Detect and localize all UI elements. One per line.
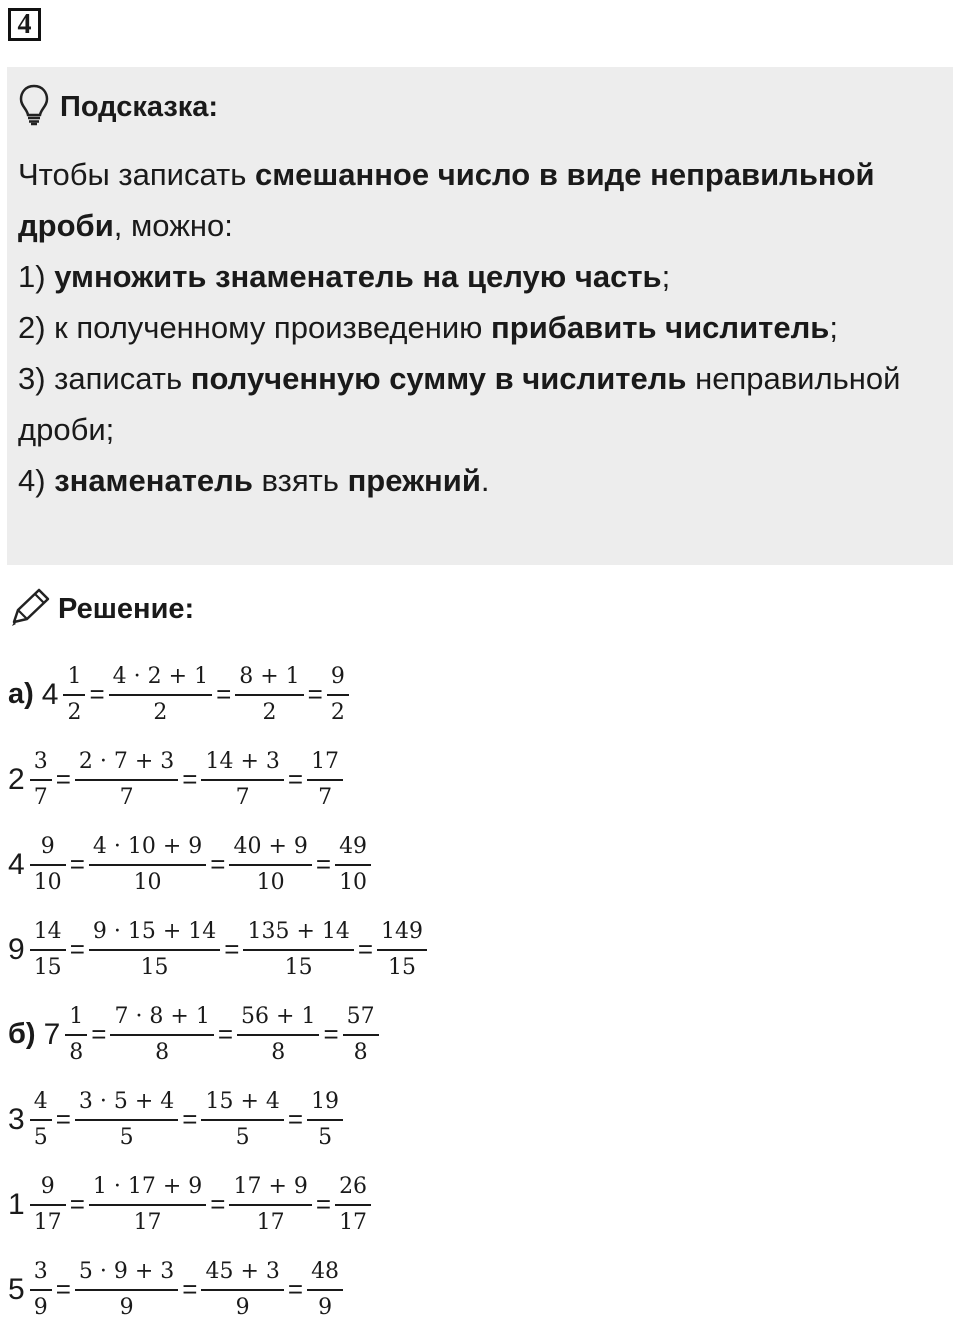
denominator: 5 — [119, 1124, 134, 1150]
mixed-fraction-part — [30, 1174, 66, 1236]
denominator: 9 — [33, 1294, 48, 1320]
hint-text-segment: Чтобы записать — [18, 157, 255, 192]
hint-text-segment: 1) — [18, 259, 55, 294]
denominator: 9 — [119, 1294, 134, 1320]
numerator: 57 — [343, 1004, 379, 1036]
equals-sign: = — [89, 679, 105, 709]
equals-sign: = — [182, 1274, 198, 1304]
hint-text-segment: 4) — [18, 463, 55, 498]
numerator: 1 — [63, 664, 85, 696]
hint-paragraph — [18, 251, 943, 302]
denominator: 15 — [33, 954, 62, 980]
denominator: 8 — [271, 1039, 286, 1065]
step-2-fraction — [201, 1259, 283, 1321]
step-1-fraction — [110, 1004, 213, 1066]
hint-bold-text: знаменатель — [54, 463, 253, 498]
result-fraction — [307, 1089, 343, 1151]
denominator: 17 — [339, 1209, 368, 1235]
equals-sign: = — [323, 1019, 339, 1049]
equals-sign: = — [182, 764, 198, 794]
pencil-icon — [8, 586, 58, 633]
numerator: 14 + 3 — [201, 749, 283, 781]
numerator: 149 — [377, 919, 427, 951]
solution-row — [8, 1077, 427, 1162]
denominator: 7 — [318, 784, 333, 810]
numerator: 49 — [335, 834, 371, 866]
solution-row — [8, 907, 427, 992]
mixed-fraction-part — [30, 834, 66, 896]
hint-bold-text: полученную сумму в числитель — [190, 361, 687, 396]
denominator: 17 — [33, 1209, 62, 1235]
result-fraction — [307, 749, 343, 811]
hint-title: Подсказка: — [60, 90, 219, 123]
hint-bold-text: прибавить числитель — [491, 310, 830, 345]
equals-sign: = — [91, 1019, 107, 1049]
numerator: 5 · 9 + 3 — [75, 1259, 178, 1291]
numerator: 26 — [335, 1174, 371, 1206]
numerator: 9 — [327, 664, 349, 696]
equals-sign: = — [55, 1104, 71, 1134]
step-2-fraction — [229, 1174, 311, 1236]
result-fraction — [343, 1004, 379, 1066]
denominator: 5 — [235, 1124, 250, 1150]
numerator: 3 · 5 + 4 — [75, 1089, 178, 1121]
whole-part: 3 — [8, 1102, 25, 1136]
denominator: 8 — [155, 1039, 170, 1065]
hint-paragraph — [18, 302, 943, 353]
hint-text-segment: . — [480, 463, 490, 498]
whole-part: 9 — [8, 932, 25, 966]
equals-sign: = — [69, 849, 85, 879]
whole-part: 1 — [8, 1187, 25, 1221]
mixed-fraction-part — [30, 919, 66, 981]
hint-text-segment: ; — [661, 259, 671, 294]
hint-text-segment: 2) к полученному произведению — [18, 310, 492, 345]
denominator: 10 — [33, 869, 62, 895]
equals-sign: = — [55, 1274, 71, 1304]
hint-bold-text: прежний — [347, 463, 481, 498]
denominator: 5 — [33, 1124, 48, 1150]
denominator: 7 — [235, 784, 250, 810]
solution-row — [8, 822, 427, 907]
mixed-fraction-part — [65, 1004, 87, 1066]
hint-text-segment: 3) записать — [18, 361, 191, 396]
equals-sign: = — [210, 1189, 226, 1219]
hint-text-segment: ; — [829, 310, 838, 345]
step-1-fraction — [89, 1174, 206, 1236]
hint-paragraph — [18, 149, 943, 251]
result-fraction — [377, 919, 427, 981]
numerator: 9 — [30, 1174, 66, 1206]
solution-header — [8, 586, 194, 633]
denominator: 17 — [256, 1209, 285, 1235]
denominator: 15 — [388, 954, 417, 980]
step-1-fraction — [75, 749, 178, 811]
numerator: 1 · 17 + 9 — [89, 1174, 206, 1206]
numerator: 7 · 8 + 1 — [110, 1004, 213, 1036]
solution-row — [8, 992, 427, 1077]
equals-sign: = — [216, 679, 232, 709]
equals-sign: = — [224, 934, 240, 964]
lightbulb-icon — [18, 83, 60, 132]
whole-part: 2 — [8, 762, 25, 796]
mixed-fraction-part — [63, 664, 85, 726]
numerator: 17 — [307, 749, 343, 781]
denominator: 17 — [133, 1209, 162, 1235]
hint-text-segment: , можно: — [113, 208, 233, 243]
numerator: 4 — [30, 1089, 52, 1121]
denominator: 15 — [140, 954, 169, 980]
mixed-fraction-part — [30, 1089, 52, 1151]
hint-box — [7, 67, 953, 565]
equals-sign: = — [182, 1104, 198, 1134]
result-fraction — [335, 1174, 371, 1236]
hint-header — [18, 79, 943, 135]
numerator: 3 — [30, 1259, 52, 1291]
numerator: 19 — [307, 1089, 343, 1121]
step-2-fraction — [237, 1004, 319, 1066]
hint-text — [18, 149, 943, 506]
denominator: 2 — [67, 699, 82, 725]
part-label: б) — [8, 1018, 36, 1050]
numerator: 9 — [30, 834, 66, 866]
numerator: 1 — [65, 1004, 87, 1036]
step-1-fraction — [109, 664, 212, 726]
numerator: 135 + 14 — [243, 919, 353, 951]
numerator: 4 · 2 + 1 — [109, 664, 212, 696]
denominator: 9 — [318, 1294, 333, 1320]
whole-part: 7 — [43, 1017, 61, 1051]
numerator: 14 — [30, 919, 66, 951]
result-fraction — [335, 834, 371, 896]
numerator: 40 + 9 — [229, 834, 311, 866]
step-2-fraction — [229, 834, 311, 896]
equals-sign: = — [287, 1274, 304, 1304]
whole-part: 4 — [8, 847, 25, 881]
step-1-fraction — [89, 834, 206, 896]
result-fraction — [327, 664, 349, 726]
solution-row — [8, 1247, 427, 1332]
hint-text-segment: взять — [252, 463, 348, 498]
step-2-fraction — [243, 919, 353, 981]
equals-sign: = — [357, 934, 374, 964]
mixed-fraction-part — [30, 1259, 52, 1321]
numerator: 56 + 1 — [237, 1004, 319, 1036]
numerator: 45 + 3 — [201, 1259, 283, 1291]
whole-part: 4 — [41, 677, 59, 711]
equals-sign: = — [210, 849, 226, 879]
part-label: а) — [8, 678, 34, 710]
denominator: 15 — [284, 954, 313, 980]
denominator: 8 — [69, 1039, 84, 1065]
step-1-fraction — [89, 919, 220, 981]
numerator: 4 · 10 + 9 — [89, 834, 206, 866]
result-fraction — [307, 1259, 343, 1321]
denominator: 10 — [339, 869, 368, 895]
hint-paragraph — [18, 353, 943, 455]
hint-text-segment: неправильной дроби; — [18, 361, 901, 447]
numerator: 17 + 9 — [229, 1174, 311, 1206]
equals-sign: = — [69, 1189, 85, 1219]
denominator: 2 — [330, 699, 345, 725]
denominator: 5 — [318, 1124, 333, 1150]
denominator: 2 — [262, 699, 277, 725]
numerator: 48 — [307, 1259, 343, 1291]
numerator: 2 · 7 + 3 — [75, 749, 178, 781]
task-number: 4 — [8, 8, 41, 41]
step-1-fraction — [75, 1259, 178, 1321]
equals-sign: = — [307, 679, 323, 709]
step-1-fraction — [75, 1089, 178, 1151]
denominator: 9 — [235, 1294, 250, 1320]
equals-sign: = — [315, 1189, 332, 1219]
equals-sign: = — [315, 849, 332, 879]
solution-row — [8, 737, 427, 822]
hint-bold-text: смешанное число в виде неправильной дроби — [18, 157, 875, 243]
equals-sign: = — [287, 764, 304, 794]
denominator: 10 — [133, 869, 162, 895]
denominator: 7 — [119, 784, 134, 810]
numerator: 8 + 1 — [235, 664, 303, 696]
solution-row — [8, 1162, 427, 1247]
equals-sign: = — [69, 934, 85, 964]
numerator: 9 · 15 + 14 — [89, 919, 220, 951]
step-2-fraction — [201, 1089, 283, 1151]
step-2-fraction — [235, 664, 303, 726]
solution-rows — [8, 652, 427, 1332]
hint-paragraph — [18, 455, 943, 506]
step-2-fraction — [201, 749, 283, 811]
hint-bold-text: умножить знаменатель на целую часть — [54, 259, 662, 294]
denominator: 2 — [153, 699, 168, 725]
denominator: 7 — [33, 784, 48, 810]
numerator: 3 — [30, 749, 52, 781]
mixed-fraction-part — [30, 749, 52, 811]
equals-sign: = — [55, 764, 71, 794]
solution-row — [8, 652, 427, 737]
equals-sign: = — [217, 1019, 234, 1049]
denominator: 8 — [353, 1039, 368, 1065]
whole-part: 5 — [8, 1272, 25, 1306]
denominator: 10 — [256, 869, 285, 895]
numerator: 15 + 4 — [201, 1089, 283, 1121]
solution-title: Решение: — [58, 593, 195, 625]
equals-sign: = — [287, 1104, 304, 1134]
